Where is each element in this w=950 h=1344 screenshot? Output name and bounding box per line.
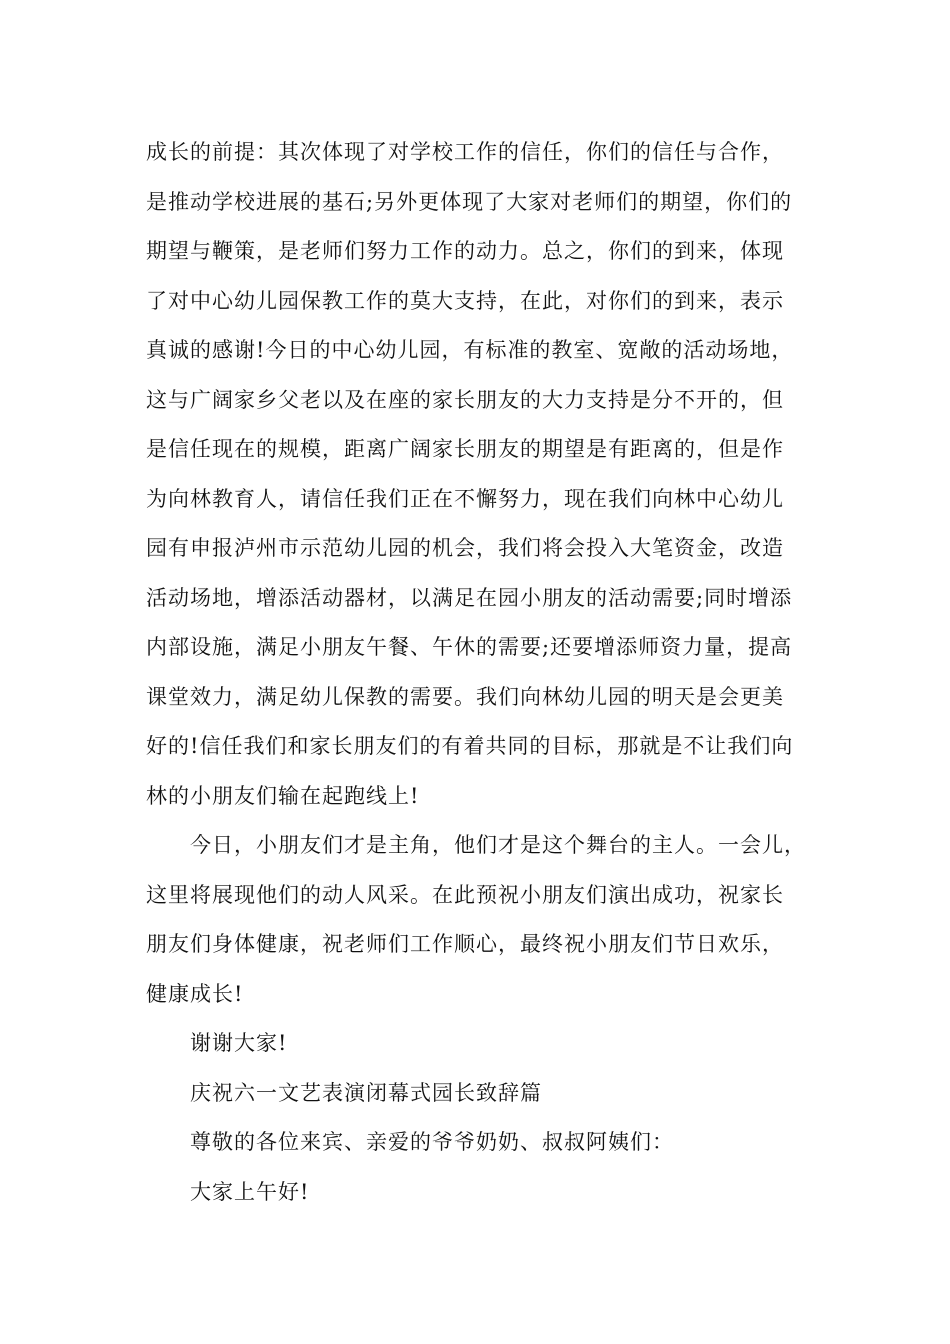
paragraph-2 <box>146 821 816 1019</box>
text-line: 健康成长! <box>146 981 244 1006</box>
section-heading: 庆祝六一文艺表演闭幕式园长致辞篇 <box>190 1080 542 1105</box>
text-line: 成长的前提：其次体现了对学校工作的信任，你们的信任与合作， <box>146 140 784 164</box>
salutation-line: 尊敬的各位来宾、亲爱的爷爷奶奶、叔叔阿姨们： <box>190 1130 674 1154</box>
text-line: 内部设施，满足小朋友午餐、午休的需要;还要增添师资力量，提高 <box>146 635 793 659</box>
text-line: 是信任现在的规模，距离广阔家长朋友的期望是有距离的，但是作 <box>146 437 784 461</box>
text-line: 这里将展现他们的动人风采。在此预祝小朋友们演出成功，祝家长 <box>146 882 784 907</box>
text-line: 课堂效力，满足幼儿保教的需要。我们向林幼儿园的明天是会更美 <box>146 684 784 709</box>
text-line: 了对中心幼儿园保教工作的莫大支持，在此，对你们的到来，表示 <box>146 288 784 313</box>
greeting-line: 大家上午好! <box>190 1179 310 1204</box>
text-line: 为向林教育人，请信任我们正在不懈努力，现在我们向林中心幼儿 <box>146 486 784 511</box>
text-line: 林的小朋友们输在起跑线上! <box>146 783 420 808</box>
text-line: 好的!信任我们和家长朋友们的有着共同的目标，那就是不让我们向 <box>146 734 794 758</box>
text-line: 是推动学校进展的基石;另外更体现了大家对老师们的期望，你们的 <box>146 189 793 214</box>
text-line: 期望与鞭策，是老师们努力工作的动力。总之，你们的到来，体现 <box>146 239 784 263</box>
text-line: 活动场地，增添活动器材，以满足在园小朋友的活动需要;同时增添 <box>146 585 793 610</box>
text-line: 朋友们身体健康，祝老师们工作顺心，最终祝小朋友们节日欢乐， <box>146 932 784 956</box>
text-line: 这与广阔家乡父老以及在座的家长朋友的大力支持是分不开的，但 <box>146 387 784 412</box>
text-line: 今日，小朋友们才是主角，他们才是这个舞台的主人。一会儿， <box>190 833 806 857</box>
thanks-line: 谢谢大家! <box>190 1031 288 1055</box>
text-line: 园有申报泸州市示范幼儿园的机会，我们将会投入大笔资金，改造 <box>146 536 784 560</box>
paragraph-1 <box>146 128 816 821</box>
document-body <box>146 128 816 1217</box>
text-line: 真诚的感谢!今日的中心幼儿园，有标准的教室、宽敞的活动场地， <box>146 338 794 362</box>
